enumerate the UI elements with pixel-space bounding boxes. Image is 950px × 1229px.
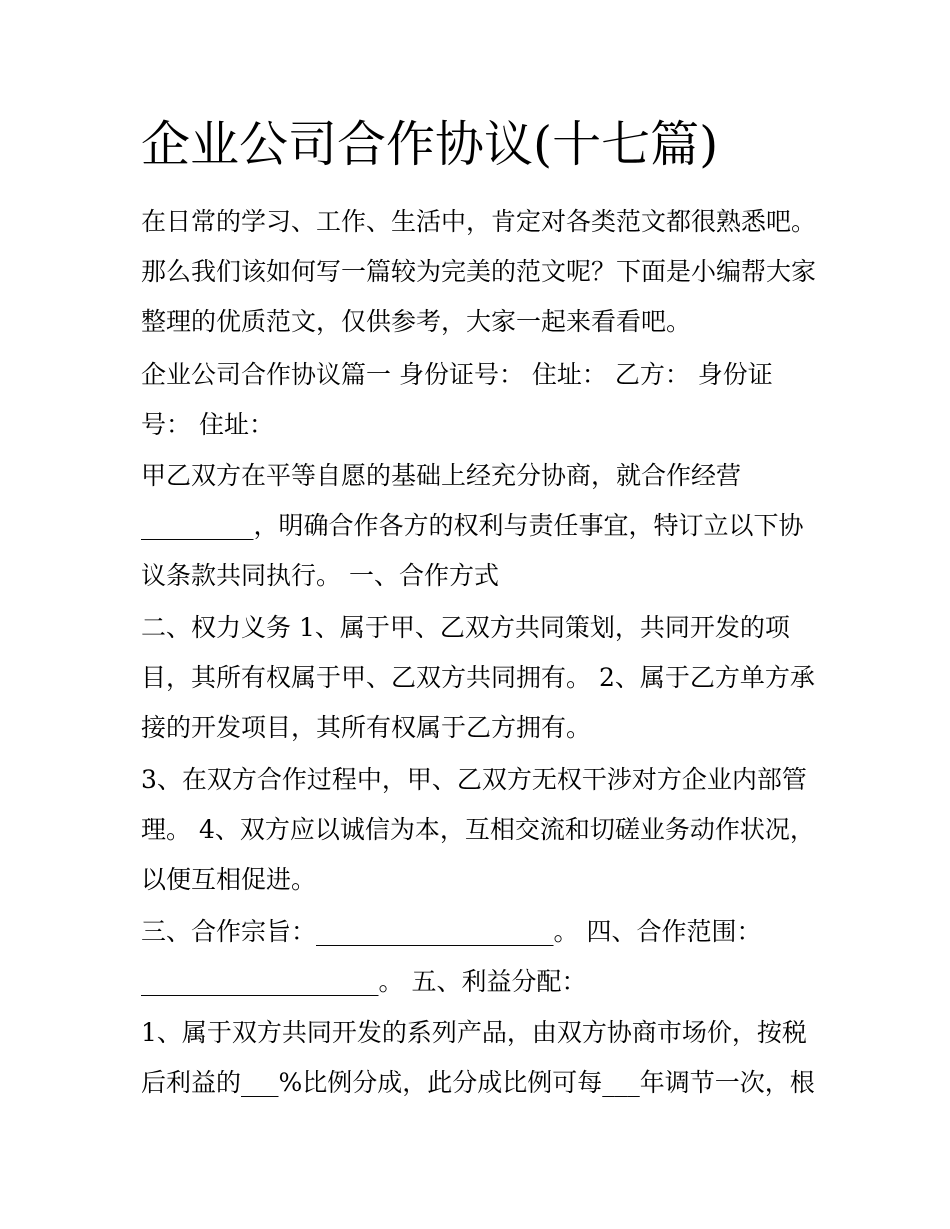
body-line: 号： 住址： [141,410,274,439]
body-line: 目，其所有权属于甲、乙双方共同拥有。 2、属于乙方单方承 [141,663,815,692]
body-line: 那么我们该如何写一篇较为完美的范文呢？下面是小编帮大家 [141,257,817,286]
body-line: 后利益的___%比例分成，此分成比例可每___年调节一次，根 [141,1068,815,1097]
body-line: 三、合作宗旨：___________________。 四、合作范围： [141,917,762,946]
body-line: 理。 4、双方应以诚信为本，互相交流和切磋业务动作状况， [141,815,815,844]
body-line: 议条款共同执行。 一、合作方式 [141,561,499,590]
body-line: 二、权力义务 1、属于甲、乙双方共同策划，共同开发的项 [141,613,790,642]
body-line: 以便互相促进。 [141,865,317,894]
body-line: 甲乙双方在平等自愿的基础上经充分协商，就合作经营 [141,461,742,490]
body-line: 3、在双方合作过程中，甲、乙双方无权干涉对方企业内部管 [141,765,807,794]
body-line: ___________________。 五、利益分配： [141,967,587,996]
body-line: 接的开发项目，其所有权属于乙方拥有。 [141,713,592,742]
body-line: 整理的优质范文，仅供参考，大家一起来看看吧。 [141,307,692,336]
document-title: 企业公司合作协议(十七篇) [141,116,719,173]
body-line: 1、属于双方共同开发的系列产品，由双方协商市场价，按税 [141,1018,807,1047]
body-line: 企业公司合作协议篇一 身份证号： 住址： 乙方： 身份证 [141,360,773,389]
body-line: _________，明确合作各方的权利与责任事宜，特订立以下协 [141,511,804,540]
body-line: 在日常的学习、工作、生活中，肯定对各类范文都很熟悉吧。 [141,207,817,236]
